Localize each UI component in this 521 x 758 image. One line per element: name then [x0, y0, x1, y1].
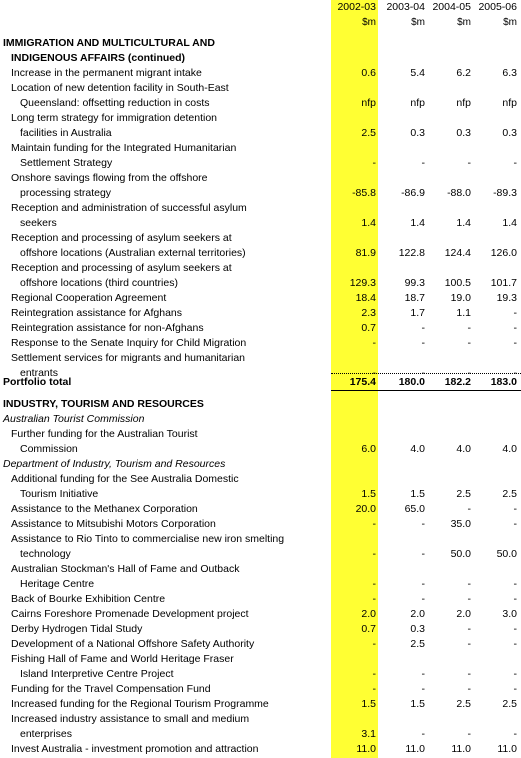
cell-value: -: [372, 668, 376, 680]
cell-value: 1.4: [502, 217, 517, 229]
cell-value: 182.2: [444, 376, 471, 388]
row-label: Settlement services for migrants and humanitarian: [11, 352, 246, 364]
column-header: 2002-03: [337, 1, 376, 13]
row-label: Settlement Strategy: [20, 157, 113, 169]
table-row: [0, 51, 521, 66]
header-years-row: [0, 0, 521, 15]
cell-value: 2.5: [502, 488, 517, 500]
table-row: [0, 517, 521, 532]
table-row: [0, 562, 521, 577]
header-units-row: [0, 15, 521, 30]
cell-value: -: [467, 728, 471, 740]
cell-value: 2.3: [361, 307, 376, 319]
row-label: Heritage Centre: [20, 578, 95, 590]
cell-value: 180.0: [398, 376, 425, 388]
cell-value: 11.0: [356, 743, 376, 755]
cell-value: 1.5: [410, 698, 425, 710]
row-label: Australian Stockman's Hall of Fame and Outback: [11, 563, 240, 575]
cell-value: 35.0: [450, 518, 471, 530]
cell-value: -: [421, 518, 425, 530]
unit-header: $m: [457, 17, 471, 28]
column-header: 2005-06: [478, 1, 517, 13]
table-row: [0, 261, 521, 276]
cell-value: 4.0: [410, 443, 425, 455]
table-row: [0, 81, 521, 96]
table-row: [0, 577, 521, 592]
table-row: [0, 216, 521, 231]
cell-value: 0.7: [361, 623, 376, 635]
cell-value: -: [372, 548, 376, 560]
table-row: [0, 291, 521, 306]
table-row: [0, 96, 521, 111]
cell-value: -: [372, 593, 376, 605]
cell-value: -: [421, 548, 425, 560]
cell-value: -: [513, 157, 517, 169]
table-row: [0, 652, 521, 667]
cell-value: 0.3: [410, 623, 425, 635]
cell-value: -: [421, 728, 425, 740]
cell-value: 0.3: [502, 127, 517, 139]
row-label: Tourism Initiative: [20, 488, 99, 500]
table-row: [0, 712, 521, 727]
cell-value: -: [467, 157, 471, 169]
cell-value: 50.0: [496, 548, 517, 560]
table-row: [0, 697, 521, 712]
table-row: [0, 171, 521, 186]
cell-value: -: [513, 578, 517, 590]
cell-value: 3.0: [502, 608, 517, 620]
table-row: [0, 637, 521, 652]
cell-value: 175.4: [349, 376, 376, 388]
row-label: facilities in Australia: [20, 127, 112, 139]
table-row: [0, 592, 521, 607]
cell-value: -: [513, 322, 517, 334]
table-row: [0, 412, 521, 427]
cell-value: -88.0: [447, 187, 471, 199]
row-label: INDUSTRY, TOURISM AND RESOURCES: [3, 398, 204, 410]
cell-value: 2.0: [361, 608, 376, 620]
row-label: Reintegration assistance for Afghans: [11, 307, 183, 319]
table-row: [0, 246, 521, 261]
cell-value: -: [467, 503, 471, 515]
cell-value: -: [372, 518, 376, 530]
total-bottom-rule: [331, 390, 521, 391]
cell-value: -: [372, 638, 376, 650]
cell-value: -: [372, 683, 376, 695]
table-row: [0, 742, 521, 757]
cell-value: 126.0: [490, 247, 517, 259]
cell-value: -: [467, 623, 471, 635]
cell-value: 129.3: [349, 277, 376, 289]
table-row: [0, 442, 521, 457]
row-label: Assistance to Mitsubishi Motors Corporation: [11, 518, 216, 530]
cell-value: -: [372, 337, 376, 349]
cell-value: nfp: [361, 97, 376, 109]
table-row: [0, 397, 521, 412]
row-label: offshore locations (Australian external territories): [20, 247, 246, 259]
cell-value: nfp: [502, 97, 517, 109]
cell-value: 11.0: [497, 743, 517, 755]
cell-value: -: [372, 157, 376, 169]
table-row: [0, 321, 521, 336]
cell-value: 1.5: [410, 488, 425, 500]
row-label: Fishing Hall of Fame and World Heritage Fraser: [11, 653, 234, 665]
cell-value: -: [513, 518, 517, 530]
row-label: Cairns Foreshore Promenade Development project: [11, 608, 249, 620]
row-label: entrants: [20, 367, 58, 379]
table-row: [0, 126, 521, 141]
cell-value: 65.0: [404, 503, 425, 515]
cell-value: 2.5: [361, 127, 376, 139]
cell-value: -89.3: [493, 187, 517, 199]
table-row: [0, 201, 521, 216]
cell-value: -: [372, 578, 376, 590]
cell-value: 2.5: [456, 488, 471, 500]
cell-value: 81.9: [355, 247, 376, 259]
cell-value: 6.2: [456, 67, 471, 79]
cell-value: 11.0: [451, 743, 471, 755]
cell-value: 5.4: [410, 67, 425, 79]
cell-value: -: [421, 668, 425, 680]
cell-value: -: [421, 337, 425, 349]
cell-value: 2.5: [410, 638, 425, 650]
cell-value: nfp: [410, 97, 425, 109]
cell-value: 18.7: [404, 292, 425, 304]
cell-value: 101.7: [490, 277, 517, 289]
table-row: [0, 231, 521, 246]
cell-value: 124.4: [444, 247, 471, 259]
cell-value: 4.0: [456, 443, 471, 455]
row-label: Department of Industry, Tourism and Resources: [3, 458, 226, 470]
cell-value: 122.8: [398, 247, 425, 259]
cell-value: -: [467, 337, 471, 349]
cell-value: 2.5: [456, 698, 471, 710]
cell-value: -: [513, 593, 517, 605]
cell-value: -: [513, 307, 517, 319]
cell-value: nfp: [456, 97, 471, 109]
table-row: [0, 111, 521, 126]
cell-value: -: [372, 367, 376, 379]
row-label: Increased funding for the Regional Tourism Programme: [11, 698, 269, 710]
row-label: Further funding for the Australian Tourist: [11, 428, 198, 440]
cell-value: 2.5: [502, 698, 517, 710]
row-label: Onshore savings flowing from the offshore: [11, 172, 208, 184]
cell-value: -: [467, 593, 471, 605]
row-label: Queensland: offsetting reduction in costs: [20, 97, 210, 109]
row-label: Response to the Senate Inquiry for Child Migration: [11, 337, 247, 349]
cell-value: 19.0: [450, 292, 471, 304]
row-label: enterprises: [20, 728, 72, 740]
unit-header: $m: [503, 17, 517, 28]
row-label: Reception and processing of asylum seekers at: [11, 232, 232, 244]
cell-value: -: [513, 367, 517, 379]
row-label: technology: [20, 548, 71, 560]
cell-value: -: [421, 322, 425, 334]
table-row: [0, 336, 521, 351]
row-label: Increased industry assistance to small and medium: [11, 713, 250, 725]
table-row: [0, 186, 521, 201]
row-label: processing strategy: [20, 187, 112, 199]
row-label: IMMIGRATION AND MULTICULTURAL AND: [3, 37, 215, 49]
cell-value: 19.3: [496, 292, 517, 304]
cell-value: 1.4: [361, 217, 376, 229]
cell-value: -86.9: [401, 187, 425, 199]
cell-value: 1.1: [456, 307, 471, 319]
table-row: [0, 427, 521, 442]
table-row: [0, 607, 521, 622]
table-row: [0, 306, 521, 321]
cell-value: -: [421, 157, 425, 169]
cell-value: 100.5: [444, 277, 471, 289]
row-label: Additional funding for the See Australia Domestic: [11, 473, 239, 485]
cell-value: -: [513, 668, 517, 680]
cell-value: -: [421, 683, 425, 695]
table-row: [0, 36, 521, 51]
row-label: Location of new detention facility in South-East: [11, 82, 229, 94]
cell-value: 4.0: [502, 443, 517, 455]
table-row: [0, 682, 521, 697]
row-label: INDIGENOUS AFFAIRS (continued): [11, 52, 186, 64]
table-row: [0, 532, 521, 547]
cell-value: -: [513, 503, 517, 515]
cell-value: 2.0: [456, 608, 471, 620]
column-header: 2003-04: [386, 1, 425, 13]
portfolio-total-row: [0, 375, 521, 390]
row-label: Reintegration assistance for non-Afghans: [11, 322, 204, 334]
table-row: [0, 351, 521, 366]
cell-value: -: [513, 623, 517, 635]
cell-value: -: [421, 578, 425, 590]
table-row: [0, 727, 521, 742]
table-row: [0, 457, 521, 472]
table-row: [0, 667, 521, 682]
row-label: Assistance to Rio Tinto to commercialise new iron smelting: [11, 533, 285, 545]
cell-value: 11.0: [405, 743, 425, 755]
cell-value: 99.3: [404, 277, 425, 289]
cell-value: -: [467, 322, 471, 334]
cell-value: 1.5: [361, 698, 376, 710]
row-label: Increase in the permanent migrant intake: [11, 67, 202, 79]
row-label: Invest Australia - investment promotion and attraction: [11, 743, 259, 755]
row-label: Derby Hydrogen Tidal Study: [11, 623, 143, 635]
row-label: Reception and processing of asylum seekers at: [11, 262, 232, 274]
column-header: 2004-05: [432, 1, 471, 13]
cell-value: -: [467, 638, 471, 650]
cell-value: -: [513, 337, 517, 349]
unit-header: $m: [411, 17, 425, 28]
table-row: [0, 622, 521, 637]
table-row: [0, 487, 521, 502]
row-label: Development of a National Offshore Safety Authority: [11, 638, 255, 650]
row-label: Reception and administration of successful asylum: [11, 202, 247, 214]
cell-value: -: [467, 668, 471, 680]
cell-value: 183.0: [490, 376, 517, 388]
cell-value: 6.3: [502, 67, 517, 79]
row-label: Australian Tourist Commission: [3, 413, 145, 425]
unit-header: $m: [362, 17, 376, 28]
cell-value: 0.7: [361, 322, 376, 334]
cell-value: -: [513, 638, 517, 650]
cell-value: -: [421, 367, 425, 379]
cell-value: 50.0: [450, 548, 471, 560]
cell-value: 18.4: [355, 292, 376, 304]
cell-value: -: [467, 578, 471, 590]
table-row: [0, 472, 521, 487]
cell-value: -: [421, 593, 425, 605]
row-label: Funding for the Travel Compensation Fund: [11, 683, 211, 695]
table-row: [0, 156, 521, 171]
cell-value: 3.1: [361, 728, 376, 740]
cell-value: -: [467, 367, 471, 379]
row-label: Assistance to the Methanex Corporation: [11, 503, 198, 515]
cell-value: 2.0: [410, 608, 425, 620]
row-label: Regional Cooperation Agreement: [11, 292, 167, 304]
row-label: Maintain funding for the Integrated Humanitarian: [11, 142, 237, 154]
cell-value: 1.4: [410, 217, 425, 229]
table-row: [0, 141, 521, 156]
row-label: seekers: [20, 217, 57, 229]
cell-value: 1.4: [456, 217, 471, 229]
row-label: Island Interpretive Centre Project: [20, 668, 174, 680]
cell-value: 0.6: [361, 67, 376, 79]
table-row: [0, 66, 521, 81]
cell-value: -: [513, 683, 517, 695]
table-row: [0, 502, 521, 517]
table-row: [0, 276, 521, 291]
cell-value: -85.8: [352, 187, 376, 199]
row-label: Portfolio total: [3, 376, 72, 388]
row-label: Back of Bourke Exhibition Centre: [11, 593, 166, 605]
table-row: [0, 547, 521, 562]
cell-value: 1.7: [410, 307, 425, 319]
cell-value: -: [513, 728, 517, 740]
cell-value: 1.5: [361, 488, 376, 500]
row-label: Long term strategy for immigration detention: [11, 112, 218, 124]
cell-value: 6.0: [361, 443, 376, 455]
row-label: Commission: [20, 443, 78, 455]
cell-value: -: [467, 683, 471, 695]
cell-value: 0.3: [410, 127, 425, 139]
row-label: offshore locations (third countries): [20, 277, 178, 289]
cell-value: 0.3: [456, 127, 471, 139]
cell-value: 20.0: [355, 503, 376, 515]
